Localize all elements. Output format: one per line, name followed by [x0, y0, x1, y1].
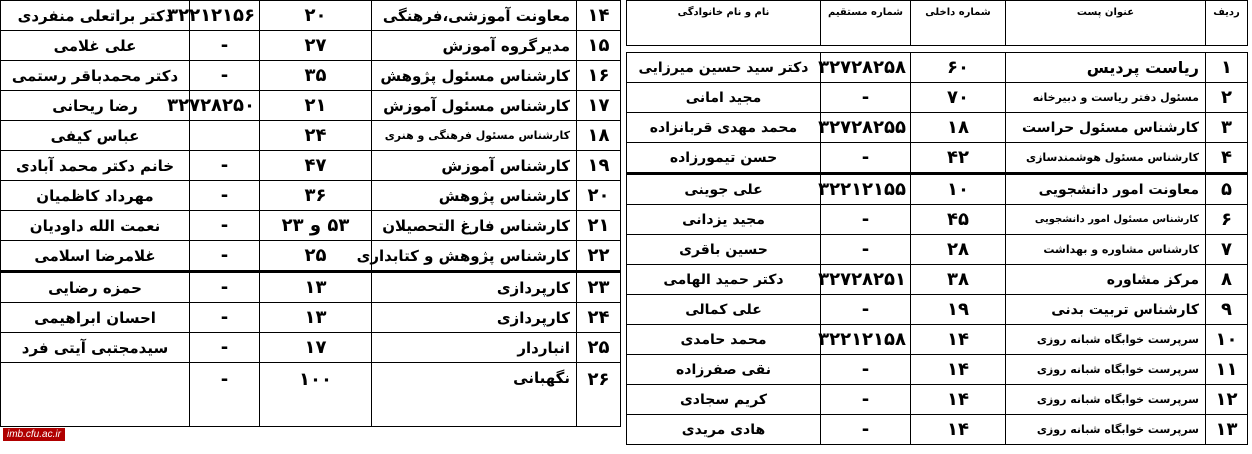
table-row [1, 241, 621, 272]
direct-number: - [821, 205, 911, 235]
internal-number: ۱۹ [911, 295, 1006, 325]
table-row [627, 295, 1248, 325]
person-name: نعمت الله داودیان [1, 211, 190, 241]
table-row [627, 325, 1248, 355]
column-header-row: ردیف [1206, 1, 1248, 46]
table-row [627, 143, 1248, 174]
post-title: کارشناس مسئول حراست [1006, 113, 1206, 143]
row-number: ۲۰ [577, 181, 621, 211]
row-number: ۱۷ [577, 91, 621, 121]
row-number: ۲۵ [577, 333, 621, 363]
internal-number: ۱۴ [911, 385, 1006, 415]
row-number: ۲۲ [577, 241, 621, 272]
person-name: مهرداد کاظمیان [1, 181, 190, 211]
table-row [1, 211, 621, 241]
person-name: علی کمالی [627, 295, 821, 325]
row-number: ۹ [1206, 295, 1248, 325]
person-name: محمد حامدی [627, 325, 821, 355]
table-row [627, 83, 1248, 113]
person-name: محمد مهدی قربانزاده [627, 113, 821, 143]
internal-number: ۳۵ [260, 61, 372, 91]
direct-number: - [190, 363, 260, 427]
table-header-row [627, 1, 1248, 46]
spacer-row [627, 46, 1248, 53]
direct-number: - [190, 31, 260, 61]
row-number: ۱۱ [1206, 355, 1248, 385]
direct-number: - [190, 272, 260, 303]
row-number: ۶ [1206, 205, 1248, 235]
person-name: عباس کیفی [1, 121, 190, 151]
direct-number: - [190, 151, 260, 181]
table-row [627, 385, 1248, 415]
staff-table-continued [0, 0, 621, 427]
row-number: ۲۶ [577, 363, 621, 427]
post-title: سرپرست خوابگاه شبانه روزی [1006, 385, 1206, 415]
internal-number: ۵۳ و ۲۳ [260, 211, 372, 241]
table-row [1, 333, 621, 363]
person-name: مجید امانی [627, 83, 821, 113]
post-title: معاونت امور دانشجویی [1006, 174, 1206, 205]
column-header-internal: شماره داخلی [911, 1, 1006, 46]
post-title: کارشناس مسئول هوشمندسازی [1006, 143, 1206, 174]
post-title: کارشناس پژوهش و کتابداری [372, 241, 577, 272]
table-row [627, 265, 1248, 295]
person-name: حمزه رضایی [1, 272, 190, 303]
direct-number: ۳۲۲۱۲۱۵۸ [821, 325, 911, 355]
post-title: کارشناس فارغ التحصیلان [372, 211, 577, 241]
direct-number: ۳۲۲۱۲۱۵۶ [190, 1, 260, 31]
internal-number: ۴۵ [911, 205, 1006, 235]
direct-number: ۳۲۷۲۸۲۵۸ [821, 53, 911, 83]
direct-number: ۳۲۲۱۲۱۵۵ [821, 174, 911, 205]
internal-number: ۲۸ [911, 235, 1006, 265]
direct-number: ۳۲۷۲۸۲۵۱ [821, 265, 911, 295]
table-row [1, 303, 621, 333]
table-row [1, 181, 621, 211]
row-number: ۱۲ [1206, 385, 1248, 415]
internal-number: ۲۴ [260, 121, 372, 151]
internal-number: ۳۶ [260, 181, 372, 211]
post-title: کارشناس مسئول پژوهش [372, 61, 577, 91]
table-row [1, 121, 621, 151]
internal-number: ۱۷ [260, 333, 372, 363]
row-number: ۱۰ [1206, 325, 1248, 355]
person-name [1, 363, 190, 427]
row-number: ۵ [1206, 174, 1248, 205]
internal-number: ۱۰ [911, 174, 1006, 205]
post-title: کارشناس مسئول فرهنگی و هنری [372, 121, 577, 151]
row-number: ۱۹ [577, 151, 621, 181]
row-number: ۱۳ [1206, 415, 1248, 445]
person-name: غلامرضا اسلامی [1, 241, 190, 272]
row-number: ۲۳ [577, 272, 621, 303]
direct-number: ۳۲۷۲۸۲۵۵ [821, 113, 911, 143]
row-number: ۲ [1206, 83, 1248, 113]
column-header-post: عنوان پست [1006, 1, 1206, 46]
direct-number: - [821, 295, 911, 325]
person-name: دکتر حمید الهامی [627, 265, 821, 295]
table-row [627, 235, 1248, 265]
table-row [1, 363, 621, 427]
column-header-direct: شماره مستقیم [821, 1, 911, 46]
direct-number: - [190, 241, 260, 272]
row-number: ۳ [1206, 113, 1248, 143]
post-title: کارپردازی [372, 272, 577, 303]
internal-number: ۲۵ [260, 241, 372, 272]
table-row [627, 415, 1248, 445]
post-title: سرپرست خوابگاه شبانه روزی [1006, 325, 1206, 355]
site-watermark: imb.cfu.ac.ir [3, 428, 65, 441]
table-row [1, 31, 621, 61]
internal-number: ۱۳ [260, 303, 372, 333]
direct-number: - [821, 385, 911, 415]
post-title: کارپردازی [372, 303, 577, 333]
person-name: دکتر سید حسین میرزایی [627, 53, 821, 83]
column-header-name: نام و نام خانوادگی [627, 1, 821, 46]
direct-number: - [190, 61, 260, 91]
post-title: کارشناس مسئول امور دانشجویی [1006, 205, 1206, 235]
post-title: انباردار [372, 333, 577, 363]
post-title: مسئول دفتر ریاست و دبیرخانه [1006, 83, 1206, 113]
table-row [627, 53, 1248, 83]
person-name: علی غلامی [1, 31, 190, 61]
person-name: حسین باقری [627, 235, 821, 265]
person-name: سیدمجتبی آیتی فرد [1, 333, 190, 363]
person-name: نقی صفرزاده [627, 355, 821, 385]
table-row [1, 91, 621, 121]
post-title: کارشناس پژوهش [372, 181, 577, 211]
row-number: ۱۵ [577, 31, 621, 61]
internal-number: ۴۲ [911, 143, 1006, 174]
person-name: احسان ابراهیمی [1, 303, 190, 333]
direct-number: - [821, 355, 911, 385]
post-title: کارشناس آموزش [372, 151, 577, 181]
post-title: معاونت آموزشی،فرهنگی [372, 1, 577, 31]
row-number: ۸ [1206, 265, 1248, 295]
internal-number: ۱۰۰ [260, 363, 372, 427]
table-row [627, 174, 1248, 205]
table-row [1, 1, 621, 31]
person-name: هادی مریدی [627, 415, 821, 445]
post-title: مرکز مشاوره [1006, 265, 1206, 295]
row-number: ۴ [1206, 143, 1248, 174]
person-name: علی جوینی [627, 174, 821, 205]
post-title: کارشناس مشاوره و بهداشت [1006, 235, 1206, 265]
table-row [1, 272, 621, 303]
post-title: سرپرست خوابگاه شبانه روزی [1006, 415, 1206, 445]
person-name: مجید یزدانی [627, 205, 821, 235]
row-number: ۲۱ [577, 211, 621, 241]
person-name: رضا ریحانی [1, 91, 190, 121]
direct-number: - [190, 303, 260, 333]
table-row [627, 355, 1248, 385]
internal-number: ۴۷ [260, 151, 372, 181]
row-number: ۷ [1206, 235, 1248, 265]
direct-number: - [190, 211, 260, 241]
person-name: دکتر براتعلی منفردی [1, 1, 190, 31]
staff-table [626, 0, 1248, 445]
row-number: ۱۴ [577, 1, 621, 31]
person-name: حسن تیمورزاده [627, 143, 821, 174]
direct-number [190, 121, 260, 151]
table-row [1, 61, 621, 91]
post-title: کارشناس تربیت بدنی [1006, 295, 1206, 325]
direct-number: - [190, 333, 260, 363]
table-row [627, 205, 1248, 235]
post-title: نگهبانی [372, 363, 577, 427]
direct-number: ۳۲۷۲۸۲۵۰ [190, 91, 260, 121]
post-title: مدیرگروه آموزش [372, 31, 577, 61]
table-row [627, 113, 1248, 143]
row-number: ۱۶ [577, 61, 621, 91]
internal-number: ۶۰ [911, 53, 1006, 83]
internal-number: ۱۴ [911, 415, 1006, 445]
row-number: ۲۴ [577, 303, 621, 333]
post-title: سرپرست خوابگاه شبانه روزی [1006, 355, 1206, 385]
internal-number: ۱۸ [911, 113, 1006, 143]
internal-number: ۲۰ [260, 1, 372, 31]
internal-number: ۷۰ [911, 83, 1006, 113]
row-number: ۱۸ [577, 121, 621, 151]
direct-number: - [821, 235, 911, 265]
internal-number: ۱۳ [260, 272, 372, 303]
internal-number: ۱۴ [911, 355, 1006, 385]
row-number: ۱ [1206, 53, 1248, 83]
person-name: کریم سجادی [627, 385, 821, 415]
person-name: خانم دکتر محمد آبادی [1, 151, 190, 181]
post-title: ریاست پردیس [1006, 53, 1206, 83]
person-name: دکتر محمدباقر رستمی [1, 61, 190, 91]
post-title: کارشناس مسئول آموزش [372, 91, 577, 121]
direct-number: - [190, 181, 260, 211]
internal-number: ۲۱ [260, 91, 372, 121]
table-row [1, 151, 621, 181]
direct-number: - [821, 415, 911, 445]
internal-number: ۳۸ [911, 265, 1006, 295]
internal-number: ۱۴ [911, 325, 1006, 355]
direct-number: - [821, 83, 911, 113]
direct-number: - [821, 143, 911, 174]
internal-number: ۲۷ [260, 31, 372, 61]
